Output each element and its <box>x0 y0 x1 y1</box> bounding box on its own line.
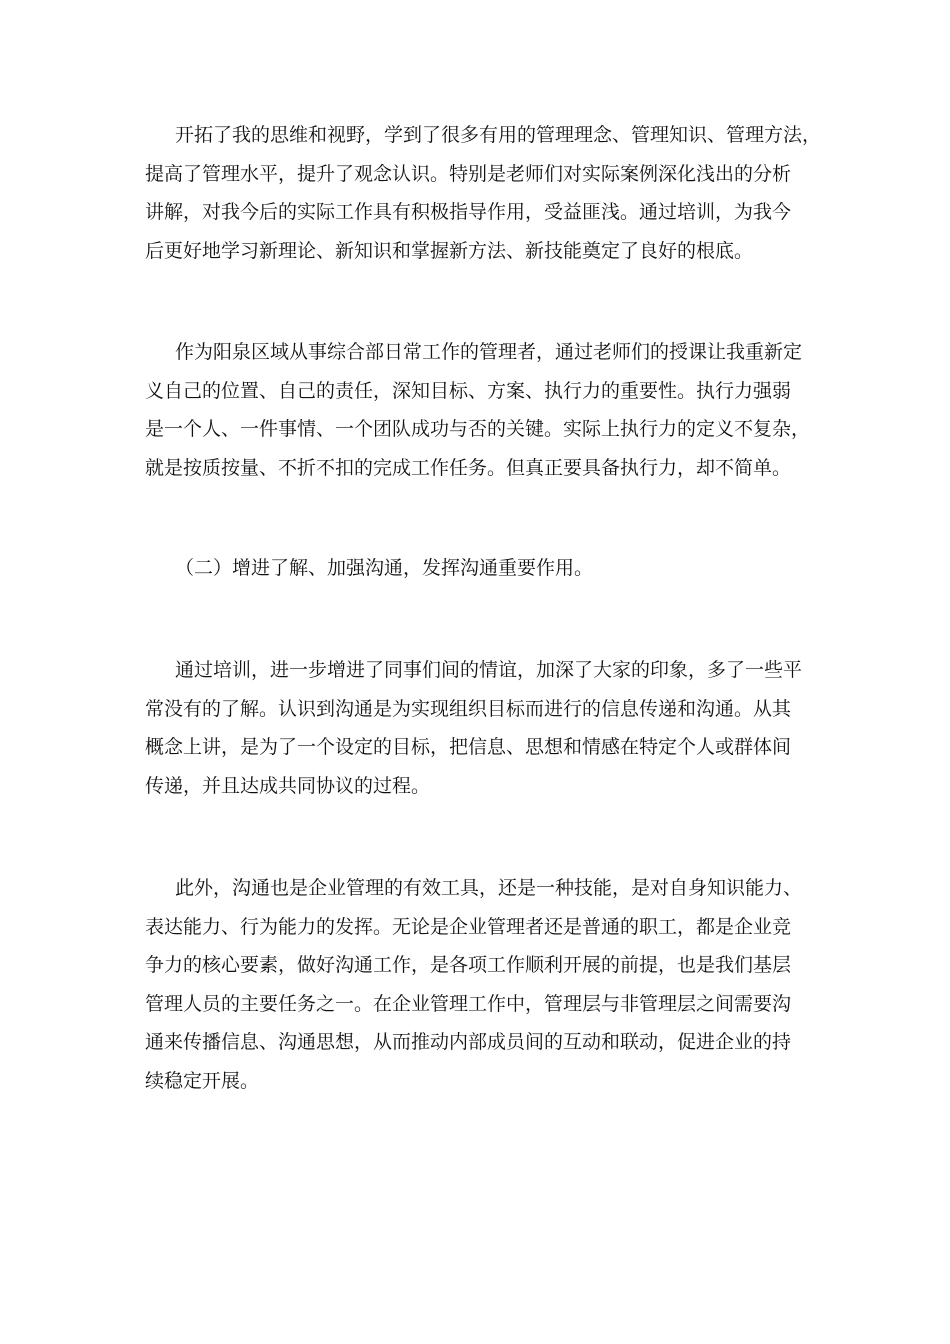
section-heading-text: （二）增进了解、加强沟通，发挥沟通重要作用。 <box>175 557 594 579</box>
paragraph-line: 讲解，对我今后的实际工作具有积极指导作用，受益匪浅。通过培训，为我今 <box>145 201 792 223</box>
paragraph-line: 管理人员的主要任务之一。在企业管理工作中，管理层与非管理层之间需要沟 <box>145 992 792 1015</box>
paragraph-line: 后更好地学习新理论、新知识和掌握新方法、新技能奠定了良好的根底。 <box>145 239 754 262</box>
paragraph-line: 通过培训，进一步增进了同事们间的情谊，加深了大家的印象，多了一些平 <box>175 659 803 681</box>
paragraph-line: 义自己的位置、自己的责任，深知目标、方案、执行力的重要性。执行力强弱 <box>145 379 792 402</box>
paragraph-line: 开拓了我的思维和视野，学到了很多有用的管理理念、管理知识、管理方法， <box>175 124 822 146</box>
section-heading <box>145 549 810 588</box>
paragraph-line: 常没有的了解。认识到沟通是为实现组织目标而进行的信息传递和沟通。从其 <box>145 697 792 720</box>
paragraph-line: 概念上讲，是为了一个设定的目标，把信息、思想和情感在特定个人或群体间 <box>145 736 792 758</box>
paragraph-line: 此外，沟通也是企业管理的有效工具，还是一种技能，是对自身知识能力、 <box>175 877 803 899</box>
paragraph-line: 是一个人、一件事情、一个团队成功与否的关键。实际上执行力的定义不复杂， <box>145 418 811 440</box>
paragraph-4 <box>145 869 810 1100</box>
paragraph-3 <box>145 651 810 805</box>
paragraph-line: 通来传播信息、沟通思想，从而推动内部成员间的互动和联动，促进企业的持 <box>145 1031 792 1053</box>
paragraph-line: 就是按质按量、不折不扣的完成工作任务。但真正要具备执行力，却不简单。 <box>145 456 792 479</box>
paragraph-line: 作为阳泉区域从事综合部日常工作的管理者，通过老师们的授课让我重新定 <box>175 341 803 363</box>
paragraph-line: 争力的核心要素，做好沟通工作，是各项工作顺利开展的前提，也是我们基层 <box>145 954 792 976</box>
paragraph-line: 传递，并且达成共同协议的过程。 <box>145 774 431 797</box>
paragraph-2 <box>145 333 810 487</box>
paragraph-1 <box>145 116 822 270</box>
paragraph-line: 续稳定开展。 <box>145 1069 260 1092</box>
paragraph-line: 表达能力、行为能力的发挥。无论是企业管理者还是普通的职工，都是企业竞 <box>145 915 792 938</box>
paragraph-line: 提高了管理水平，提升了观念认识。特别是老师们对实际案例深化浅出的分析 <box>145 162 792 185</box>
